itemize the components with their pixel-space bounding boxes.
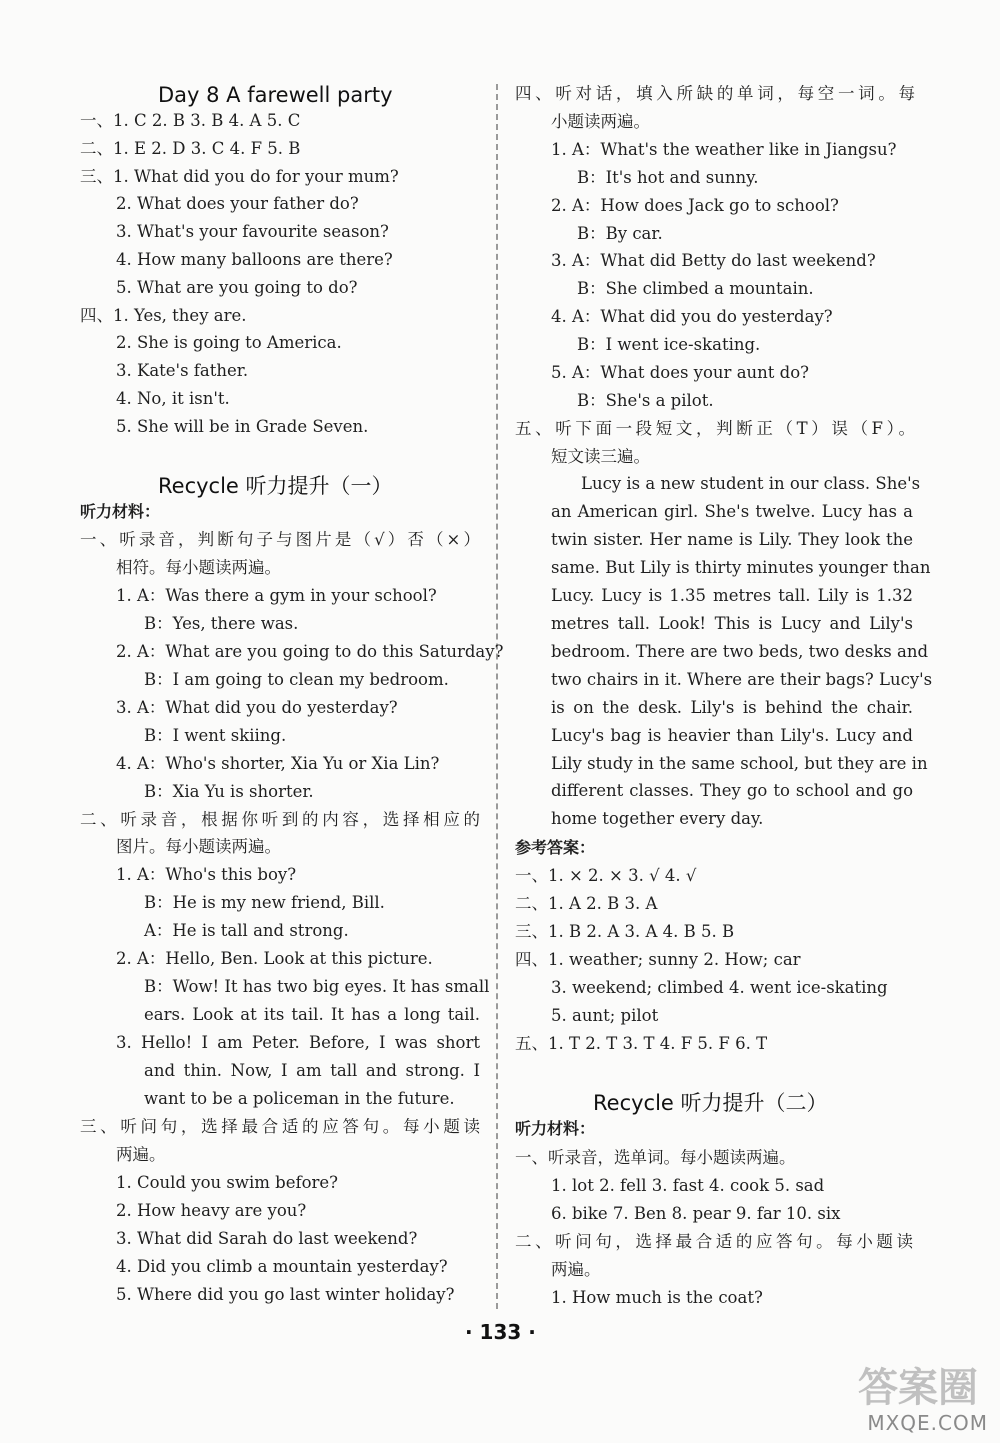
text-line: B：Xia Yu is shorter. bbox=[144, 781, 314, 801]
text-line: 二、1. A 2. B 3. A bbox=[515, 894, 658, 913]
text-line: 二、听问句，选择最合适的应答句。每小题读 bbox=[515, 1232, 913, 1251]
recycle2-title: Recycle 听力提升（二） bbox=[593, 1091, 828, 1115]
text-line: bedroom. There are two beds, two desks and bbox=[551, 641, 929, 661]
text-line: 1. Could you swim before? bbox=[116, 1172, 339, 1192]
text-line: 2. A：How does Jack go to school? bbox=[551, 195, 839, 215]
text-line: 3. What's your favourite season? bbox=[116, 222, 389, 242]
text-line: Lucy. Lucy is 1.35 metres tall. Lily is 1.32 bbox=[551, 585, 913, 605]
text-line: want to be a policeman in the future. bbox=[144, 1089, 455, 1108]
text-line: Lucy's bag is heavier than Lily's. Lucy and bbox=[551, 725, 913, 745]
watermark-text: MXQE.COM bbox=[867, 1411, 988, 1435]
text-line: an American girl. She's twelve. Lucy has a bbox=[551, 501, 913, 521]
text-line: 1. A：Was there a gym in your school? bbox=[116, 585, 437, 605]
text-line: 二、1. E 2. D 3. C 4. F 5. B bbox=[80, 138, 301, 158]
text-line: 1. A：What's the weather like in Jiangsu? bbox=[551, 139, 897, 159]
text-line: 四、听对话，填入所缺的单词，每空一词。每 bbox=[515, 84, 915, 103]
text-line: metres tall. Look! This is Lucy and Lily's bbox=[551, 613, 913, 633]
text-line: 2. A：Hello, Ben. Look at this picture. bbox=[116, 949, 433, 969]
watermark-logo: 答案圈 bbox=[858, 1365, 978, 1411]
text-line: 4. No, it isn't. bbox=[116, 389, 230, 408]
text-line: 一、1. C 2. B 3. B 4. A 5. C bbox=[80, 111, 301, 130]
text-line: different classes. They go to school and go bbox=[551, 781, 913, 801]
text-line: 1. A：Who's this boy? bbox=[116, 865, 297, 885]
text-line: 5. Where did you go last winter holiday? bbox=[116, 1284, 455, 1304]
text-line: ears. Look at its tail. It has a long tail. bbox=[144, 1005, 480, 1025]
text-line: 2. What does your father do? bbox=[116, 194, 359, 214]
text-line: B：I went ice-skating. bbox=[577, 335, 761, 355]
text-line: 2. She is going to America. bbox=[116, 333, 342, 353]
recycle1-label: 听力材料： bbox=[80, 502, 161, 521]
recycle2-label: 听力材料： bbox=[515, 1119, 596, 1138]
text-line: 三、听问句，选择最合适的应答句。每小题读 bbox=[80, 1116, 480, 1136]
text-line: 3. A：What did you do yesterday? bbox=[116, 697, 398, 717]
text-line: 4. A：What did you do yesterday? bbox=[551, 307, 833, 327]
text-line: 两遍。 bbox=[551, 1260, 601, 1279]
recycle1-title: Recycle 听力提升（一） bbox=[158, 474, 393, 498]
text-line: 5. aunt; pilot bbox=[551, 1006, 659, 1025]
text-line: 1. lot 2. fell 3. fast 4. cook 5. sad bbox=[551, 1176, 825, 1195]
text-line: 5. She will be in Grade Seven. bbox=[116, 416, 369, 436]
text-line: 5. A：What does your aunt do? bbox=[551, 363, 809, 382]
answers-label: 参考答案： bbox=[515, 838, 596, 857]
text-line: B：I went skiing. bbox=[144, 725, 287, 745]
page-number: · 133 · bbox=[465, 1320, 536, 1344]
text-line: 3. Hello! I am Peter. Before, I was short bbox=[116, 1033, 480, 1053]
text-line: 图片。每小题读两遍。 bbox=[116, 837, 281, 857]
text-line: 4. Did you climb a mountain yesterday? bbox=[116, 1256, 448, 1276]
text-line: 三、1. B 2. A 3. A 4. B 5. B bbox=[515, 922, 735, 941]
text-line: B：By car. bbox=[577, 223, 663, 243]
text-line: 2. A：What are you going to do this Saturday? bbox=[116, 641, 504, 661]
text-line: 四、1. weather; sunny 2. How; car bbox=[515, 950, 801, 969]
text-line: 一、听录音，判断句子与图片是（√）否（×） bbox=[80, 530, 480, 549]
watermark bbox=[838, 1355, 988, 1435]
text-line: and thin. Now, I am tall and strong. I bbox=[144, 1061, 480, 1081]
text-line: 2. How heavy are you? bbox=[116, 1200, 307, 1220]
text-line: 二、听录音，根据你听到的内容，选择相应的 bbox=[80, 809, 480, 829]
text-line: 五、听下面一段短文，判断正（T）误（F）。 bbox=[515, 418, 915, 438]
text-line: A：He is tall and strong. bbox=[144, 921, 349, 941]
text-line: 五、1. T 2. T 3. T 4. F 5. F 6. T bbox=[515, 1034, 768, 1053]
text-line: home together every day. bbox=[551, 809, 764, 829]
text-line: 一、1. × 2. × 3. √ 4. √ bbox=[515, 866, 697, 885]
text-line: 3. What did Sarah do last weekend? bbox=[116, 1228, 418, 1248]
text-line: B：She climbed a mountain. bbox=[577, 279, 814, 299]
text-line: B：He is my new friend, Bill. bbox=[144, 893, 385, 913]
text-line: B：Yes, there was. bbox=[144, 613, 299, 633]
text-line: 1. How much is the coat? bbox=[551, 1288, 763, 1307]
text-line: is on the desk. Lily's is behind the chair. bbox=[551, 697, 913, 717]
text-line: 3. A：What did Betty do last weekend? bbox=[551, 251, 876, 271]
text-line: B：She's a pilot. bbox=[577, 390, 714, 410]
text-line: 5. What are you going to do? bbox=[116, 277, 358, 297]
day8-title: Day 8 A farewell party bbox=[158, 83, 393, 107]
text-line: 3. weekend; climbed 4. went ice-skating bbox=[551, 978, 888, 997]
text-line: 4. A：Who's shorter, Xia Yu or Xia Lin? bbox=[116, 753, 440, 773]
text-line: B：Wow! It has two big eyes. It has small bbox=[144, 977, 490, 997]
text-line: 6. bike 7. Ben 8. pear 9. far 10. six bbox=[551, 1204, 841, 1223]
text-line: Lucy is a new student in our class. She's bbox=[581, 474, 921, 493]
text-line: 3. Kate's father. bbox=[116, 361, 249, 381]
column-divider bbox=[496, 84, 498, 1309]
text-line: two chairs in it. Where are their bags? Lucy's bbox=[551, 669, 933, 689]
text-line: 4. How many balloons are there? bbox=[116, 250, 393, 269]
text-line: twin sister. Her name is Lily. They look the bbox=[551, 529, 913, 549]
text-line: 四、1. Yes, they are. bbox=[80, 305, 247, 325]
text-line: 小题读两遍。 bbox=[551, 111, 650, 131]
text-line: 两遍。 bbox=[116, 1144, 166, 1164]
text-line: same. But Lily is thirty minutes younger than bbox=[551, 557, 931, 577]
text-line: 相符。每小题读两遍。 bbox=[116, 557, 281, 577]
text-line: B：I am going to clean my bedroom. bbox=[144, 669, 449, 689]
text-line: Lily study in the same school, but they are in bbox=[551, 753, 928, 773]
text-line: 三、1. What did you do for your mum? bbox=[80, 166, 399, 186]
text-line: 短文读三遍。 bbox=[551, 446, 650, 466]
text-line: 一、听录音，选单词。每小题读两遍。 bbox=[515, 1148, 796, 1167]
text-line: B：It's hot and sunny. bbox=[577, 167, 759, 187]
